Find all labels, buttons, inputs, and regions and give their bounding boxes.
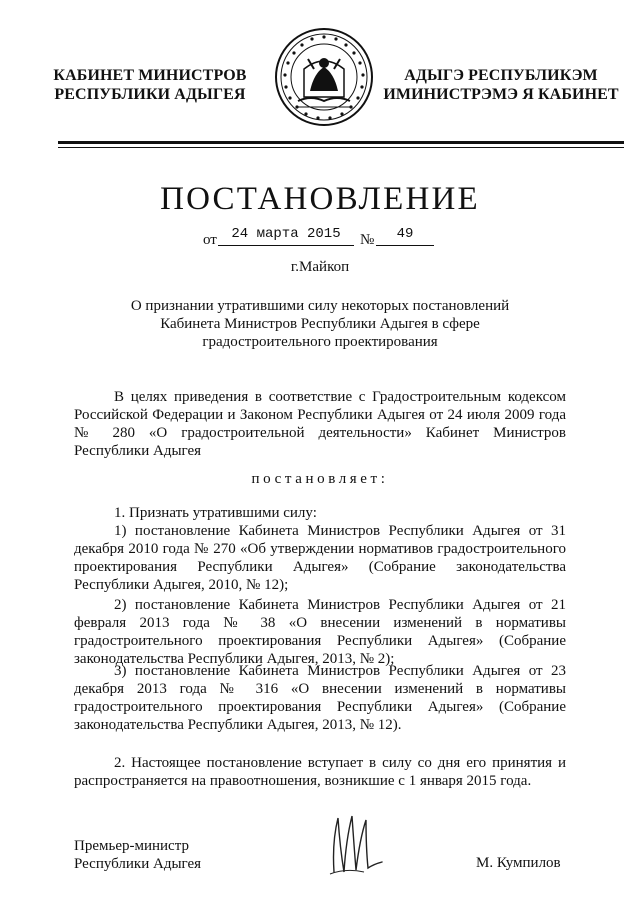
document-subject [120,297,520,351]
signatory-name: М. Кумпилов [476,855,561,871]
subject-line-2: Кабинета Министров Республики Адыгея в сфере [160,316,480,332]
subject-line-1: О признании утратившими силу некоторых постановлений [130,298,510,314]
document-number: 49 [376,226,434,246]
preamble-paragraph: В целях приведения в соответствие с Градостроительным кодексом Российской Федерации и Законом Республики Адыгея от 24 июля 2009 года № 280 «О градостроительной деятельности» Кабинет Министров Республики Адыгея [74,389,566,459]
item-1-1: 1) постановление Кабинета Министров Республики Адыгея от 31 декабря 2010 года № 270 «Об утверждении нормативов градостроительного проектирования Республики Адыгея» (Собрание законодательства Республики Адыгея, 2010, № 12); [74,523,566,593]
number-prefix: № [360,232,375,248]
decree-word: постановляет: [251,471,389,487]
city: г.Майкоп [290,259,350,275]
position-line-1: Премьер-министр [74,838,189,854]
item-1-2: 2) постановление Кабинета Министров Республики Адыгея от 21 февраля 2013 года № 38 «О внесении изменений в нормативы градостроительного проектирования Республики Адыгея» (Собрание законодательства Республики Адыгея, 2013, № 2); [74,597,566,667]
issuer-name-russian [40,66,260,104]
position-line-2: Республики Адыгея [74,856,202,872]
item-1-intro: 1. Признать утратившими силу: [114,505,317,521]
issuer-name-adyghe [378,66,624,104]
document-title: ПОСТАНОВЛЕНИЕ [160,181,480,217]
subject-line-3: градостроительного проектирования [202,334,438,350]
issuer-line-1: КАБИНЕТ МИНИСТРОВ [53,67,247,84]
header-divider-thick [58,141,624,144]
date-number-line [0,226,640,248]
item-1-3: 3) постановление Кабинета Министров Республики Адыгея от 23 декабря 2013 года № 316 «О внесении изменений в нормативы градостроительного проектирования Республики Адыгея» (Собрание законодательства Республики Адыгея, 2013, № 12). [74,663,566,733]
issuer-line-2-adyghe: ИМИНИСТРЭМЭ Я КАБИНЕТ [383,86,619,103]
issuer-line-2: РЕСПУБЛИКИ АДЫГЕЯ [54,86,246,103]
coat-of-arms-icon [274,25,374,129]
signatory-position [74,837,201,873]
item-2: 2. Настоящее постановление вступает в силу со дня его принятия и распространяется на правоотношения, возникшие с 1 января 2015 года. [74,755,566,789]
document-date: 24 марта 2015 [218,226,354,246]
header-divider-thin [58,147,624,148]
date-prefix: от [203,232,217,248]
handwritten-signature [326,812,388,878]
issuer-line-1-adyghe: АДЫГЭ РЕСПУБЛИКЭМ [404,67,598,84]
